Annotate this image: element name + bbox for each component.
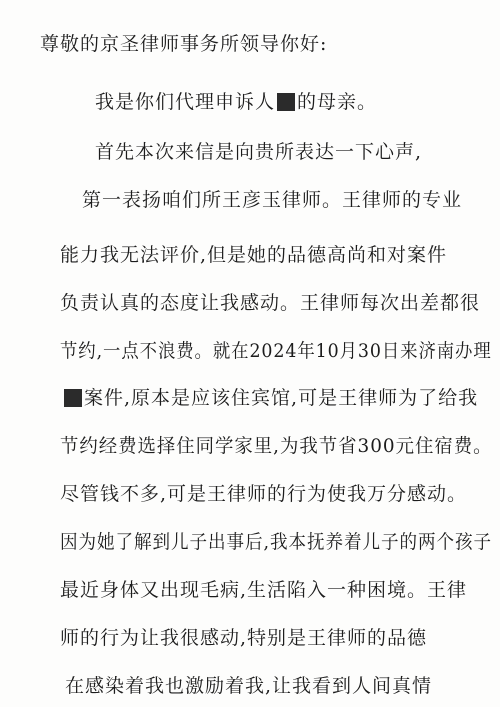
- letter-line-3: 第一表扬咱们所王彦玉律师。王律师的专业: [82, 189, 463, 211]
- letter-line-5: 负责认真的态度让我感动。王律师每次出差都很: [60, 292, 481, 314]
- letter-line-1: [95, 90, 377, 114]
- letter-line-10: 因为她了解到儿子出事后,我本抚养着儿子的两个孩子: [60, 531, 493, 553]
- letter-line-2: 首先本次来信是向贵所表达一下心声,: [95, 141, 423, 163]
- redaction-mark: [64, 389, 82, 407]
- letter-line-13: 在感染着我也激励着我,让我看到人间真情: [65, 675, 433, 697]
- letter-line-8: 节约经费选择住同学家里,为我节省300元住宿费。: [60, 435, 493, 457]
- redaction-mark: [277, 93, 295, 111]
- letter-line-7: [62, 386, 478, 410]
- letter-line-4: 能力我无法评价,但是她的品德高尚和对案件: [60, 244, 448, 266]
- letter-salutation: 尊敬的京圣律师事务所领导你好:: [40, 33, 328, 55]
- letter-line-11: 最近身体又出现毛病,生活陷入一种困境。王律: [60, 579, 468, 601]
- letter-line-12: 师的行为让我很感动,特别是王律师的品德: [60, 627, 428, 649]
- letter-line-7-text: 案件,原本是应该住宾馆,可是王律师为了给我: [84, 387, 479, 409]
- letter-line-1-start: 我是你们代理申诉人: [95, 91, 276, 113]
- letter-line-1-end: 的母亲。: [297, 91, 378, 113]
- letter-line-9: 尽管钱不多,可是王律师的行为使我万分感动。: [60, 483, 468, 505]
- letter-line-6: 节约,一点不浪费。就在2024年10月30日来济南办理: [60, 340, 492, 362]
